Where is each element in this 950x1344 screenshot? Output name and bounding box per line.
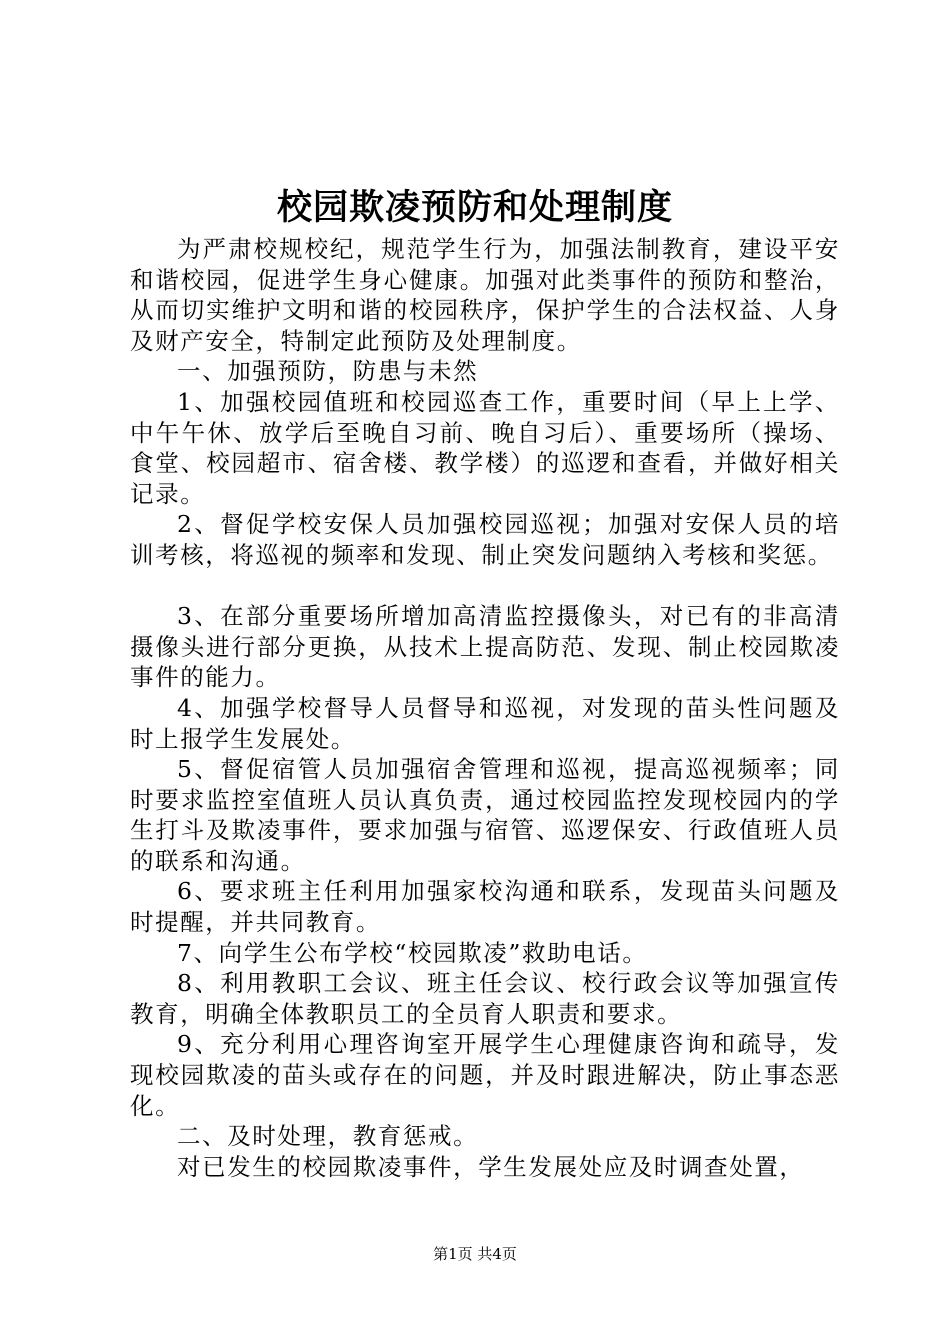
document-body [130, 234, 840, 1182]
document-title: 校园欺凌预防和处理制度 [276, 187, 673, 228]
list-item-8: 8、利用教职工会议、班主任会议、校行政会议等加强宣传教育，明确全体教职员工的全员育人职责和要求。 [130, 969, 840, 1028]
paragraph-handling: 对已发生的校园欺凌事件，学生发展处应及时调查处置， [177, 1152, 805, 1181]
list-item-6: 6、要求班主任利用加强家校沟通和联系，发现苗头问题及时提醒，并共同教育。 [130, 877, 840, 937]
page-number: 第1页 共4页 [433, 1245, 517, 1263]
paragraph-intro: 为严肃校规校纪，规范学生行为，加强法制教育，建设平安和谐校园，促进学生身心健康。加强对此类事件的预防和整治，从而切实维护文明和谐的校园秩序，保护学生的合法权益、人身及财产安全，特制定此预防及处理制度。 [130, 235, 840, 355]
list-item-7: 7、向学生公布学校“校园欺凌”救助电话。 [177, 938, 648, 967]
list-item-1: 1、加强校园值班和校园巡查工作，重要时间（早上上学、中午午休、放学后至晚自习前、晚自习后）、重要场所（操场、食堂、校园超市、宿舍楼、教学楼）的巡逻和查看，并做好相关记录。 [130, 387, 840, 508]
list-item-9: 9、充分利用心理咨询室开展学生心理健康咨询和疏导，发现校园欺凌的苗头或存在的问题，并及时跟进解决，防止事态恶化。 [130, 1030, 840, 1120]
list-item-4: 4、加强学校督导人员督导和巡视，对发现的苗头性问题及时上报学生发展处。 [130, 693, 840, 753]
list-item-3: 3、在部分重要场所增加高清监控摄像头，对已有的非高清摄像头进行部分更换，从技术上提高防范、发现、制止校园欺凌事件的能力。 [130, 602, 840, 692]
section-heading-handling: 二、及时处理，教育惩戒。 [177, 1122, 479, 1151]
section-heading-prevention: 一、加强预防，防患与未然 [177, 357, 479, 386]
list-item-2: 2、督促学校安保人员加强校园巡视；加强对安保人员的培训考核，将巡视的频率和发现、制止突发问题纳入考核和奖惩。 [130, 510, 840, 569]
list-item-5: 5、督促宿管人员加强宿舍管理和巡视，提高巡视频率；同时要求监控室值班人员认真负责，通过校园监控发现校园内的学生打斗及欺凌事件，要求加强与宿管、巡逻保安、行政值班人员的联系和沟通。 [130, 755, 840, 875]
